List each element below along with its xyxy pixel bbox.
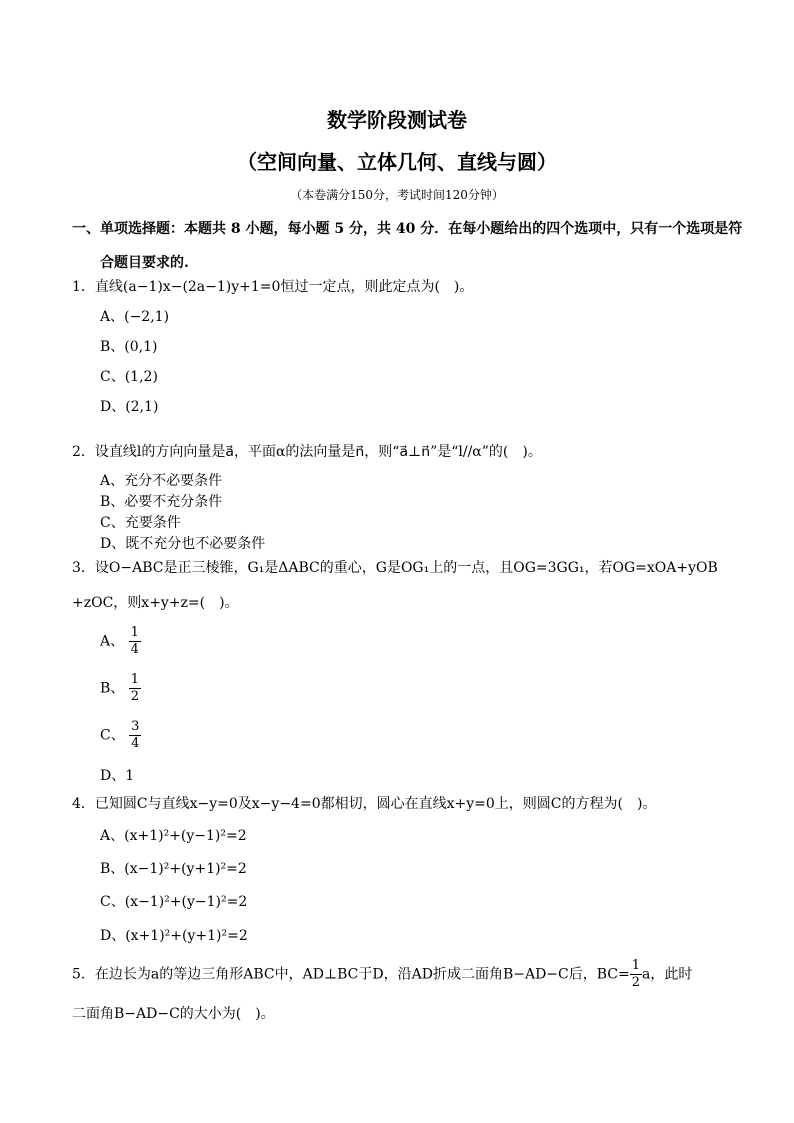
question-1-option-d: D、(2,1) xyxy=(100,399,159,415)
question-3-stem-cont: +zOC，则x+y+z=( )。 xyxy=(72,595,239,611)
section-heading: 一、单项选择题：本题共 8 小题，每小题 5 分，共 40 分．在每小题给出的四个选项中，只有一个选项是符 xyxy=(72,221,743,237)
fraction-numerator: 3 xyxy=(131,719,140,734)
page-subtitle: （空间向量、立体几何、直线与圆） xyxy=(237,150,557,174)
fraction-denominator: 4 xyxy=(130,642,139,657)
question-1-option-a: A、(−2,1) xyxy=(100,309,170,325)
fraction-numerator: 1 xyxy=(130,672,140,687)
fraction xyxy=(129,625,141,658)
fraction-denominator: 4 xyxy=(131,736,140,751)
question-4-option-c: C、(x−1)²+(y−1)²=2 xyxy=(100,894,248,910)
option-label: C、 xyxy=(100,727,125,744)
question-4-option-a: A、(x+1)²+(y−1)²=2 xyxy=(100,828,247,844)
question-4-option-d: D、(x+1)²+(y+1)²=2 xyxy=(100,928,248,944)
question-1-option-b: B、(0,1) xyxy=(100,339,158,355)
question-5-stem-part2: a，此时 xyxy=(642,966,693,983)
question-4-stem: 4．已知圆C与直线x−y=0及x−y−4=0都相切，圆心在直线x+y=0上，则圆C的方程为( )。 xyxy=(72,796,657,812)
question-3-option-a xyxy=(100,625,141,658)
section-heading-cont: 合题目要求的. xyxy=(100,255,189,271)
fraction xyxy=(129,719,141,752)
question-1-option-c: C、(1,2) xyxy=(100,369,158,385)
question-2-option-c: C、充要条件 xyxy=(100,515,181,531)
question-5-stem-cont: 二面角B−AD−C的大小为( )。 xyxy=(72,1006,275,1022)
question-4-option-b: B、(x−1)²+(y+1)²=2 xyxy=(100,861,247,877)
fraction-denominator: 2 xyxy=(631,975,641,990)
question-2-option-a: A、充分不必要条件 xyxy=(100,473,223,489)
fraction xyxy=(129,672,141,705)
question-5-stem xyxy=(72,958,692,991)
question-2-option-b: B、必要不充分条件 xyxy=(100,494,223,510)
question-5-stem-part1: 5．在边长为a的等边三角形ABC中，AD⊥BC于D，沿AD折成二面角B−AD−C后，BC= xyxy=(72,966,630,983)
option-value: 1 xyxy=(125,768,135,784)
question-1-stem: 1．直线(a−1)x−(2a−1)y+1=0恒过一定点，则此定点为( )。 xyxy=(72,279,474,295)
page-title: 数学阶段测试卷 xyxy=(327,108,467,132)
question-2-stem: 2．设直线l的方向向量是a⃗，平面α的法向量是n⃗，则“a⃗⊥n⃗”是“l//α”的( )。 xyxy=(72,444,542,460)
question-3-option-d xyxy=(100,765,134,785)
question-3-option-c xyxy=(100,719,141,752)
exam-note: （本卷满分150分，考试时间120分钟） xyxy=(290,188,504,202)
fraction-denominator: 2 xyxy=(130,689,140,704)
fraction-numerator: 1 xyxy=(130,625,139,640)
option-label: D、 xyxy=(100,768,126,784)
question-2-option-d: D、既不充分也不必要条件 xyxy=(100,536,266,552)
question-3-option-b xyxy=(100,672,141,705)
fraction-numerator: 1 xyxy=(631,958,641,973)
fraction xyxy=(630,958,642,991)
option-label: B、 xyxy=(100,680,125,697)
option-label: A、 xyxy=(100,633,125,650)
question-3-stem: 3．设O−ABC是正三棱锥，G₁是ΔABC的重心，G是OG₁上的一点，且OG=3GG₁，若OG=xOA+yOB xyxy=(72,560,718,576)
